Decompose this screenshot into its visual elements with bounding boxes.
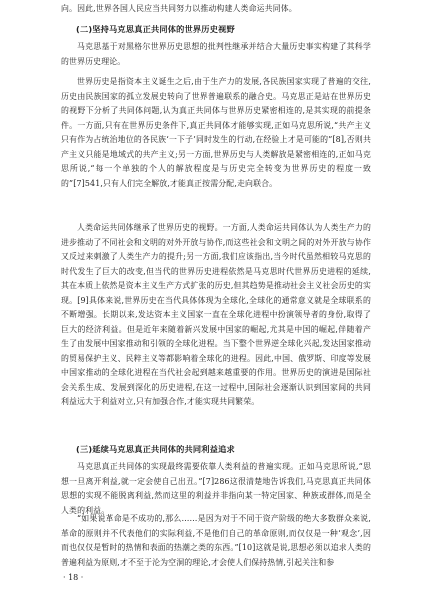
paragraph-world-history: 世界历史是指资本主义诞生之后,由于生产力的发展,各民族国家实现了普遍的交往,历史由民族国家的孤立发展史转向了世界普遍联系的融合史。马克思正是站在世界历史的视野下分析了共同体问题,认为真正共同体与世界历史紧密相连的,是其实现的前提条件。一方面,只有在世界历史条件下,真正共同体才能够实现,正如马克思所说,“共产主义只有作为占统治地位的各民族‘一下子’同时发生的行动,在经验上才是可能的”[8],否则共产主义只能是地域式的共产主义;另一方面,世界历史与人类解放是紧密相连的,正如马克思所说,“每一个单独的个人的解放程度是与历史完全转变为世界历史的程度一致的”[7]541,只有人们完全解放,才能真正按需分配,走向联合。: [61, 77, 371, 188]
paragraph-continued: 向。因此,世界各国人民应当共同努力以推动构建人类命运共同体。: [61, 4, 297, 13]
paragraph-interest: 马克思真正共同体的实现最终需要依靠人类利益的普遍实现。正如马克思所说,“思想一旦离开利益,就一定会使自己出丑。”[7]286这很清楚地告诉我们,马克思真正共同体思想的实现不能脱离利益,然而这里的利益并非指向某一特定国家、种族或群体,而是全人类的利益。: [61, 462, 371, 515]
paragraph-revolution-quote: “如果说革命是不成功的,那么……是因为对于不同于资产阶级的绝大多数群众来说,革命的原则并不代表他们的实际利益,不是他们自己的革命原则,而仅仅是一种‘观念’,因而也仅仅是暂时的热情和表面的热潮之类的东西。”[10]这就是说,思想必须以追求人类的普遍利益为原则,才不至于沦为空洞的理论,才会使人们保持热情,引起关注和参: [61, 514, 371, 567]
section-heading-3: (三)延续马克思真正共同体的共同利益追求: [76, 444, 235, 454]
paragraph-intro: 马克思基于对黑格尔世界历史思想的批判性继承并结合大量历史事实构建了其科学的世界历史理论。: [61, 42, 371, 66]
section-heading-2: (二)坚持马克思真正共同体的世界历史视野: [76, 24, 235, 34]
page-number: · 18 ·: [63, 573, 84, 582]
paragraph-community-inheritance: 人类命运共同体继承了世界历史的视野。一方面,人类命运共同体认为人类生产力的进步推动了不同社会和文明的对外开放与协作,而这些社会和文明之间的对外开放与协作又反过来刺激了人类生产力的提升;另一方面,我们应该指出,当今时代虽然相较马克思的时代发生了巨大的改变,但当代的世界历史进程依然是马克思时代世界历史进程的延续,其在本质上依然是资本主义生产方式扩张的历史,但其趋势是推动社会主义社会历史的实现。[9]具体来说,世界历史在当代具体体现为全球化,全球化的通常意义就是全球联系的不断增强。长期以来,发达资本主义国家一直在全球化进程中扮演领导者的身份,取得了巨大的经济利益。但是近年来随着新兴发展中国家的崛起,尤其是中国的崛起,伴随着产生了由发展中国家推动和引领的全球化进程。当下整个世界逆全球化兴起,发达国家推动的贸易保护主义、民粹主义等都影响着全球化的进程。因此,中国、俄罗斯、印度等发展中国家推动的全球化进程在当代社会起到越来越重要的作用。世界历史的演进是国际社会关系生成、发展到深化的历史进程,在这一过程中,国际社会逐渐认识到国家间的共同利益远大于利益对立,只有加强合作,才能实现共同繁荣。: [61, 223, 371, 406]
